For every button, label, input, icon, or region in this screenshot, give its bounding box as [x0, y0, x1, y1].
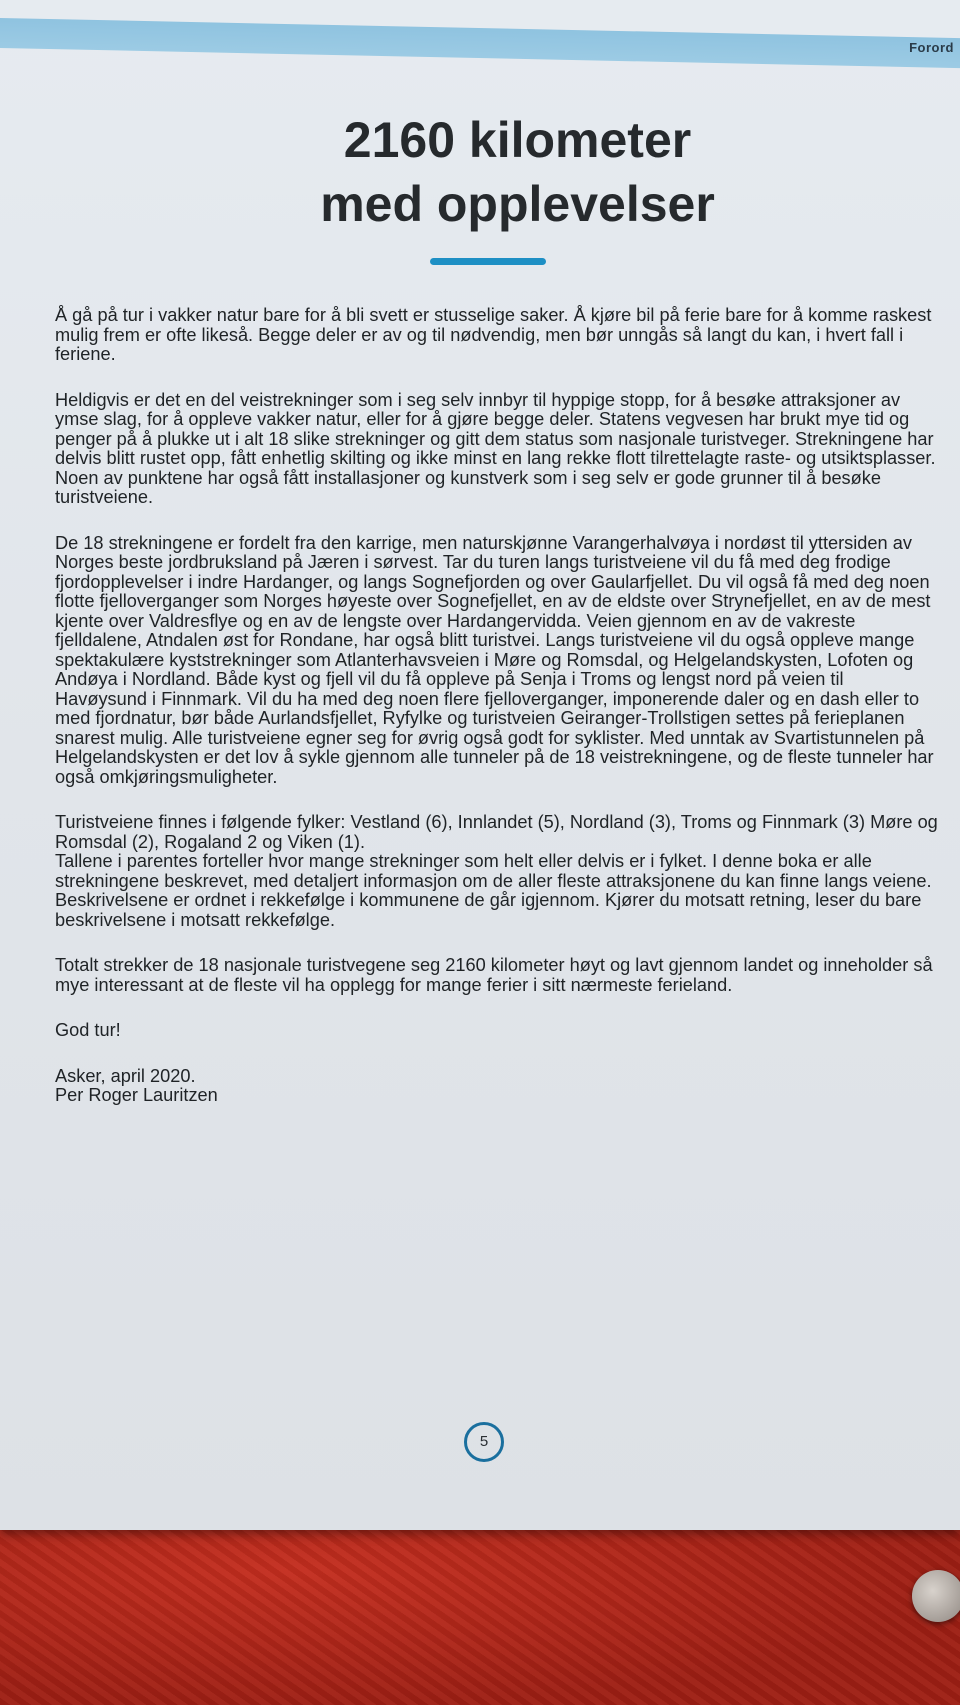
page-number: 5	[464, 1422, 504, 1462]
page-title	[0, 108, 960, 236]
paragraph-counties: Turistveiene finnes i følgende fylker: Vestland (6), Innlandet (5), Nordland (3), Troms og Finnmark (3) Møre og Romsdal (2), Rogaland 2 og Viken (1).	[55, 812, 938, 852]
paragraph-routes: De 18 strekningene er fordelt fra den karrige, men naturskjønne Varangerhalvøya i nordøst til yttersiden av Norges beste jordbruksland på Jæren i sørvest. Tar du turen langs turistveiene vil du få med deg frodige fjordopplevelser i indre Hardanger, og langs Sognefjorden og over Gaularfjellet. Du vil også få med deg noen flotte fjelloverganger som Norges høyeste over Sognefjellet, en av de eldste over Strynefjellet, en av de mest kjente over Valdresflye og en av de lengste over Hardangervidda. Veien gjennom en av de vakreste fjelldalene, Atndalen øst for Rondane, har også blitt turistvei. Langs turistveiene vil du også oppleve mange spektakulære kyststrekninger som Atlanterhavsveien i Møre og Romsdal, og Helgelandskysten, Lofoten og Andøya i Nordland. Både kyst og fjell vil du få oppleve på Senja i Troms og lengst nord på veien til Havøysund i Finnmark. Vil du ha med deg noen flere fjelloverganger, imponerende daler og en dash eller to med fjordnatur, bør både Aurlandsfjellet, Ryfylke og turistveien Geiranger-Trollstigen settes på ferieplanen snarest mulig. Alle turistveiene egner seg for øvrig også godt for syklister. Med unntak av Svartistunnelen på Helgelandskysten er det lov å sykle gjennom alle tunneler på de 18 veistrekningene, og de fleste tunneler har også omkjøringsmuligheter.	[55, 532, 934, 787]
signature-place-date: Asker, april 2020.	[55, 1065, 196, 1086]
header-stripe	[0, 18, 960, 68]
paragraph-book-info: Tallene i parentes forteller hvor mange strekninger som helt eller delvis er i fylket. I denne boka er alle strekningene beskrevet, med detaljert informasjon om de aller fleste attraksjonene du kan finne langs veiene. Beskrivelsene er ordnet i rekkefølge i kommunene de går igjennom. Kjører du motsatt retning, leser du bare beskrivelsene i motsatt rekkefølge.	[55, 851, 932, 930]
body-text	[55, 306, 940, 1132]
paragraph-intro: Å gå på tur i vakker natur bare for å bli svett er stusselige saker. Å kjøre bil på ferie bare for å komme raskest mulig frem er ofte likeså. Begge deler er av og til nødvendig, men bør unngås så langt du kan, i hvert fall i feriene.	[55, 305, 932, 364]
title-line-2: med opplevelser	[320, 176, 715, 232]
section-label: Forord	[909, 40, 954, 55]
title-underline	[430, 258, 546, 265]
shirt-button	[912, 1570, 960, 1622]
title-line-1: 2160 kilometer	[343, 112, 692, 168]
paragraph-greeting: God tur!	[55, 1020, 121, 1040]
paragraph-tourist-roads: Heldigvis er det en del veistrekninger som i seg selv innbyr til hyppige stopp, for å besøke attraksjoner av ymse slag, for å oppleve vakker natur, eller for å gjøre begge deler. Statens vegvesen har brukt mye tid og penger på å plukke ut i alt 18 slike strekninger og gitt dem status som nasjonale turistveger. Strekningene har delvis blitt rustet opp, fått enhetlig skilting og ikke minst en lang rekke flott tilrettelagte raste- og utsiktsplasser. Noen av punktene har også fått installasjoner og kunstverk som i seg selv er gode grunner til å besøke turistveiene.	[55, 389, 936, 507]
signature-author: Per Roger Lauritzen	[55, 1085, 218, 1105]
paragraph-total: Totalt strekker de 18 nasjonale turistvegene seg 2160 kilometer høyt og lavt gjennom landet og inneholder så mye interessant at de fleste vil ha opplegg for mange ferier i sitt nærmeste ferieland.	[55, 955, 933, 995]
